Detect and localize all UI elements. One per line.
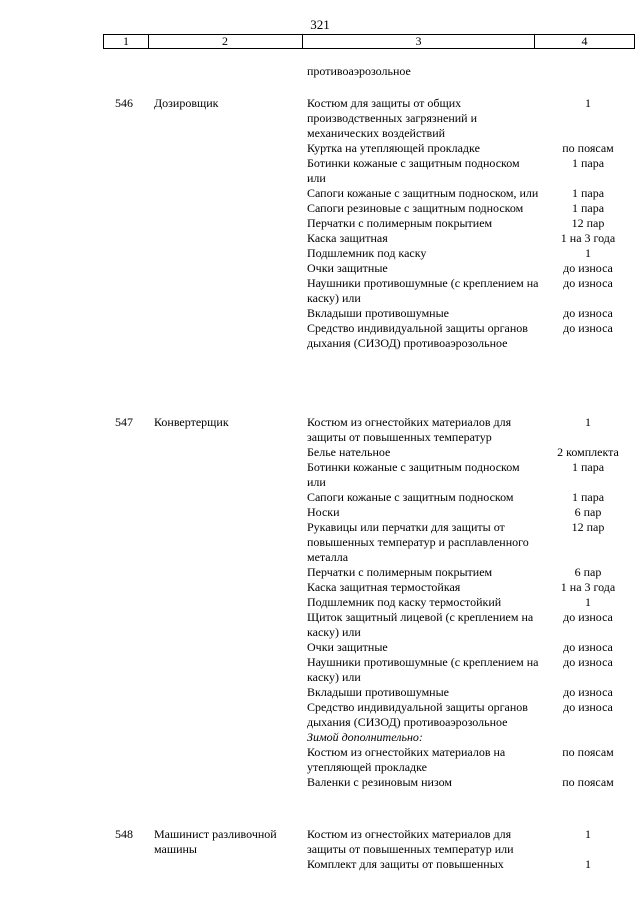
- ppe-item-norm: до износа: [563, 276, 613, 290]
- ppe-item-name: Белье нательное: [307, 445, 391, 459]
- ppe-item-norm: до износа: [563, 640, 613, 654]
- ppe-item-norm: 1 пара: [571, 460, 605, 474]
- entry-number: 548: [115, 827, 133, 841]
- ppe-item-name: Перчатки с полимерным покрытием: [307, 216, 493, 230]
- ppe-item-name: Сапоги резиновые с защитным подноском: [307, 201, 524, 215]
- ppe-item-norm: до износа: [563, 610, 613, 624]
- ppe-item: [307, 655, 613, 685]
- ppe-item: [307, 460, 605, 490]
- ppe-item: [307, 306, 613, 321]
- ppe-item-name: Наушники противошумные (с креплением на каску) или: [307, 655, 539, 684]
- header-col-2: 2: [148, 34, 303, 49]
- header-col-1: 1: [103, 34, 149, 49]
- ppe-item-name: Сапоги кожаные с защитным подноском, или: [307, 186, 539, 200]
- ppe-item-norm: до износа: [563, 685, 613, 699]
- ppe-item-name: Подшлемник под каску термостойкий: [307, 595, 502, 609]
- ppe-item: [307, 321, 613, 351]
- ppe-item-list: [307, 415, 619, 790]
- ppe-item: [307, 827, 591, 857]
- ppe-item: [307, 216, 605, 231]
- header-col-3: 3: [303, 34, 535, 49]
- continuation-text: противоаэрозольное: [307, 64, 411, 78]
- ppe-item: [307, 857, 591, 872]
- ppe-item-name: Вкладыши противошумные: [307, 685, 449, 699]
- ppe-item-norm: 1 пара: [571, 186, 605, 200]
- entry-number: 546: [115, 96, 133, 110]
- ppe-item-name: Сапоги кожаные с защитным подноском: [307, 490, 514, 504]
- ppe-item-norm: до износа: [563, 655, 613, 669]
- ppe-item: [307, 640, 613, 655]
- ppe-item: [307, 201, 605, 216]
- ppe-item-list: [307, 827, 591, 872]
- ppe-item-norm: 1: [585, 827, 591, 841]
- ppe-item: [307, 565, 602, 580]
- ppe-item-name: Ботинки кожаные с защитным подноском или: [307, 460, 520, 489]
- ppe-item-norm: 1 пара: [571, 156, 605, 170]
- ppe-item: [307, 700, 613, 730]
- ppe-item-list: [307, 96, 616, 351]
- ppe-item-norm: до износа: [563, 321, 613, 335]
- ppe-item: [307, 156, 605, 186]
- ppe-item: [307, 96, 591, 141]
- ppe-item: [307, 730, 543, 745]
- ppe-item: [307, 685, 613, 700]
- ppe-item-norm: 6 пар: [574, 565, 602, 579]
- profession-name: Конвертерщик: [154, 415, 229, 429]
- ppe-item-norm: 1: [585, 595, 591, 609]
- ppe-item-norm: 12 пар: [571, 216, 605, 230]
- ppe-item: [307, 580, 616, 595]
- ppe-item-name: Средство индивидуальной защиты органов дыхания (СИЗОД) противоаэрозольное: [307, 321, 528, 350]
- ppe-item-name: Носки: [307, 505, 340, 519]
- ppe-item-name: Костюм из огнестойких материалов для защиты от повышенных температур: [307, 415, 512, 444]
- ppe-item-name: Куртка на утепляющей прокладке: [307, 141, 480, 155]
- ppe-item-name: Вкладыши противошумные: [307, 306, 449, 320]
- ppe-item-norm: 2 комплекта: [557, 445, 619, 459]
- ppe-item-norm: 6 пар: [574, 505, 602, 519]
- ppe-item-norm: 1 пара: [571, 201, 605, 215]
- ppe-item: [307, 231, 616, 246]
- ppe-item: [307, 261, 613, 276]
- ppe-item-norm: 1: [585, 857, 591, 871]
- ppe-item-name: Каска защитная термостойкая: [307, 580, 461, 594]
- profession-name: Машинист разливочной машины: [154, 827, 277, 856]
- ppe-item: [307, 246, 591, 261]
- ppe-item-name: Щиток защитный лицевой (с креплением на каску) или: [307, 610, 534, 639]
- ppe-item-name: Каска защитная: [307, 231, 388, 245]
- table-header: [103, 34, 634, 49]
- profession-name: Дозировщик: [154, 96, 219, 110]
- ppe-item-norm: 1: [585, 415, 591, 429]
- ppe-item: [307, 505, 602, 520]
- ppe-item: [307, 775, 614, 790]
- ppe-item: [307, 141, 614, 156]
- ppe-item-name: Зимой дополнительно:: [307, 730, 423, 744]
- ppe-item: [307, 595, 591, 610]
- ppe-item: [307, 745, 614, 775]
- ppe-item-name: Очки защитные: [307, 261, 388, 275]
- ppe-item-norm: до износа: [563, 261, 613, 275]
- ppe-item-norm: 1: [585, 246, 591, 260]
- ppe-item: [307, 415, 591, 445]
- ppe-item: [307, 610, 613, 640]
- ppe-item-name: Средство индивидуальной защиты органов дыхания (СИЗОД) противоаэрозольное: [307, 700, 528, 729]
- ppe-item-name: Подшлемник под каску: [307, 246, 427, 260]
- ppe-item: [307, 445, 619, 460]
- ppe-item-name: Комплект для защиты от повышенных: [307, 857, 504, 871]
- ppe-item: [307, 520, 605, 565]
- ppe-item-name: Костюм из огнестойких материалов для защиты от повышенных температур или: [307, 827, 514, 856]
- page-number: 321: [310, 17, 330, 32]
- ppe-item-norm: до износа: [563, 306, 613, 320]
- ppe-item-norm: 1 на 3 года: [560, 580, 616, 594]
- ppe-item-norm: до износа: [563, 700, 613, 714]
- ppe-item-norm: по поясам: [562, 775, 614, 789]
- ppe-item-norm: 1 пара: [571, 490, 605, 504]
- header-col-4: 4: [535, 34, 635, 49]
- ppe-item-norm: 12 пар: [571, 520, 605, 534]
- ppe-item-name: Валенки с резиновым низом: [307, 775, 453, 789]
- ppe-item-norm: 1 на 3 года: [560, 231, 616, 245]
- ppe-item-norm: по поясам: [562, 745, 614, 759]
- ppe-item-name: Рукавицы или перчатки для защиты от повышенных температур и расплавленного металла: [307, 520, 529, 564]
- ppe-item-name: Костюм для защиты от общих производственных загрязнений и механических воздействий: [307, 96, 478, 140]
- ppe-item-name: Перчатки с полимерным покрытием: [307, 565, 493, 579]
- ppe-item-norm: 1: [585, 96, 591, 110]
- ppe-item-name: Очки защитные: [307, 640, 388, 654]
- entry-number: 547: [115, 415, 133, 429]
- ppe-item-norm: по поясам: [562, 141, 614, 155]
- ppe-item-name: Костюм из огнестойких материалов на утепляющей прокладке: [307, 745, 506, 774]
- ppe-item: [307, 276, 613, 306]
- ppe-item-name: Ботинки кожаные с защитным подноском или: [307, 156, 520, 185]
- ppe-item: [307, 490, 605, 505]
- ppe-item-name: Наушники противошумные (с креплением на каску) или: [307, 276, 539, 305]
- ppe-item: [307, 186, 605, 201]
